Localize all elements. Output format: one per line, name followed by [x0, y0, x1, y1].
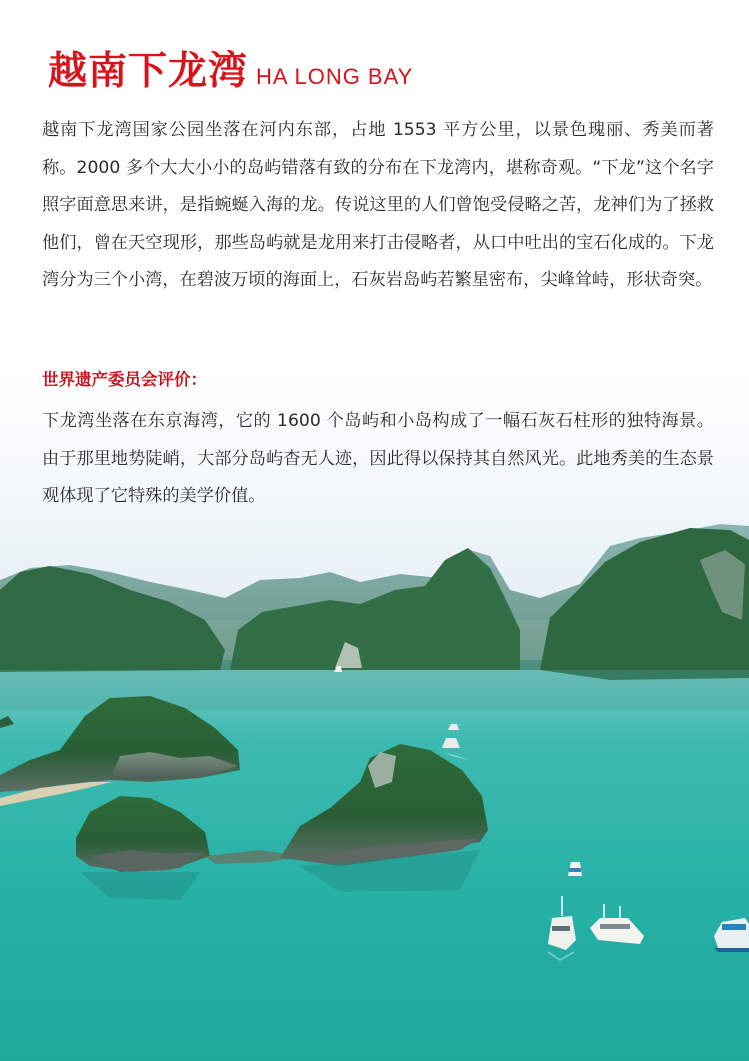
page-title: 越南下龙湾 [48, 49, 249, 94]
page-header [48, 40, 413, 96]
evaluation-heading: 世界遗产委员会评价： [42, 370, 207, 389]
right-karst-ridge [540, 528, 749, 680]
intro-paragraph: 越南下龙湾国家公园坐落在河内东部，占地 1553 平方公里，以景色瑰丽、秀美而著称。2000 多个大大小小的岛屿错落有致的分布在下龙湾内，堪称奇观。“下龙”这个名字照字面意思来讲，是指蜿蜒入海的龙。传说这里的人们曾饱受侵略之苦，龙神们为了拯救他们，曾在天空现形，那些岛屿就是龙用来打击侵略者，从口中吐出的宝石化成的。下龙湾分为三个小湾，在碧波万顷的海面上，石灰岩岛屿若繁星密布，尖峰耸峙，形状奇突。 [42, 120, 714, 291]
evaluation-paragraph: 下龙湾坐落在东京海湾，它的 1600 个岛屿和小岛构成了一幅石灰石柱形的独特海景。由于那里地势陡峭，大部分岛屿杳无人迹，因此得以保持其自然风光。此地秀美的生态景观体现了它特殊的美学价值。 [42, 411, 714, 507]
page-subtitle: HA LONG BAY [256, 64, 414, 89]
halong-bay-photo [0, 520, 749, 1061]
